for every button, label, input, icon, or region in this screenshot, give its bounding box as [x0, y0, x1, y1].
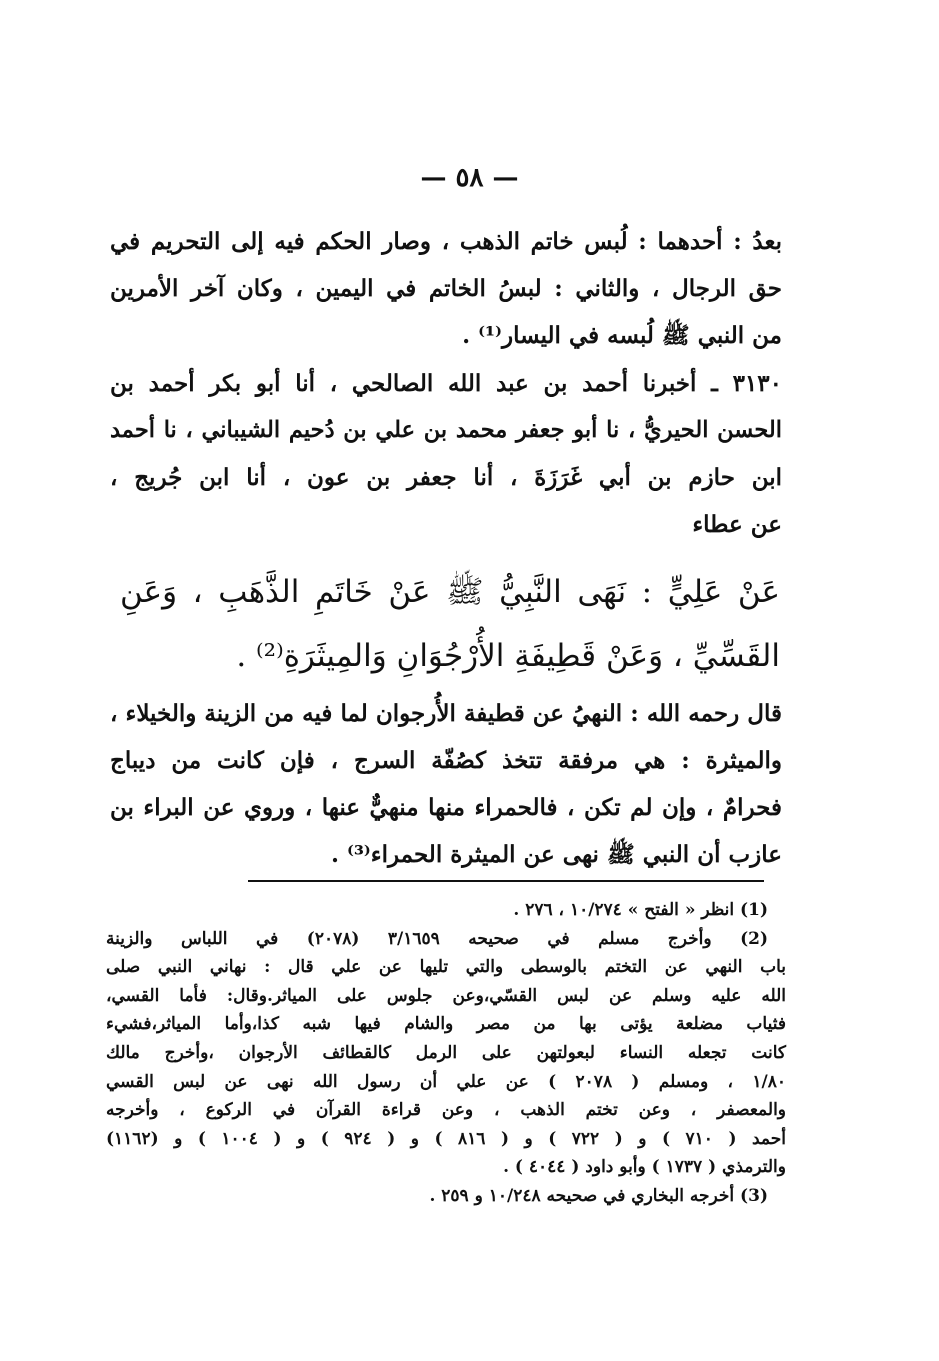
text-line: فحرامٌ ، وإن لم تكن ، فالحمراء منها منهيٌّ عنها ، وروي عن البراء بن — [110, 794, 782, 821]
footnote-line: أحمد ( ٧١٠ ) و ( ٧٢٢ ) و ( ٨١٦ ) و ( ٩٢٤ ) و ( ١٠٠٤ ) و (١١٦٢) — [106, 1128, 786, 1149]
text-line: عَنْ عَلِيٍّ : نَهَى النَّبِيُّ ﷺ عَنْ خَاتَمِ الذَّهَبِ ، وَعَنِ — [120, 574, 780, 610]
page-number: — ٥٨ — — [420, 163, 519, 193]
footnote-1: (1) انظر « الفتح » ١٠/٢٧٤ ، ٢٧٦ . — [513, 900, 768, 920]
text-line: القَسِّيِّ ، وَعَنْ قَطِيفَةِ الأُرْجُوَانِ وَالمِيثَرَةِ⁽²⁾ . — [236, 638, 780, 674]
footnote-line: والمعصفر ، وعن تختم الذهب ، وعن قراءة القرآن في الركوع ، وأخرجه — [106, 1100, 786, 1121]
text-line: قال رحمه الله : النهيُ عن قطيفة الأُرجوان لما فيه من الزينة والخيلاء ، — [110, 700, 782, 727]
isnad-paragraph — [110, 360, 782, 548]
text-line: ٣١٣٠ ـ أخبرنا أحمد بن عبد الله الصالحي ، أنا أبو بكر أحمد بن — [110, 370, 782, 397]
text-line: ابن حازم بن أبي غَرَزَةَ ، أنا جعفر بن عون ، أنا ابن جُريج ، — [110, 464, 782, 491]
commentary-paragraph — [110, 690, 782, 878]
paragraph-top — [110, 218, 782, 359]
text-line: حق الرجال ، والثاني : لبسُ الخاتم في اليمين ، وكان آخر الأمرين — [110, 275, 782, 302]
footnote-line: كانت تجعله النساء لبعولتهن على الرمل كالقطائف الأرجوان ،وأخرج مالك — [106, 1042, 786, 1063]
text-line: من النبي ﷺ لُبسه في اليسار⁽¹⁾ . — [462, 322, 782, 349]
text-line: بعدُ : أحدهما : لُبس خاتم الذهب ، وصار الحكم فيه إلى التحريم في — [110, 228, 782, 255]
footnotes — [106, 896, 786, 1211]
footnote-2: (2) وأخرج مسلم في صحيحه ٣/١٦٥٩ (٢٠٧٨) في اللباس والزينة — [106, 928, 769, 949]
footnote-line: الله عليه وسلم عن لبس القسّي،وعن جلوس على المياثر.وقال: فأما القسي، — [106, 985, 786, 1006]
text-line: عازب أن النبي ﷺ نهى عن الميثرة الحمراء⁽³⁾ . — [330, 841, 782, 868]
text-line: والميثرة : هي مرفقة تتخذ كصُفّة السرج ، فإن كانت من ديباج — [110, 747, 782, 774]
footnote-line: ١/٨٠ ، ومسلم ( ٢٠٧٨ ) عن علي أن رسول الله نهى عن لبس القسي — [106, 1071, 786, 1092]
footnote-line: والترمذي ( ١٧٣٧ ) وأبو داود ( ٤٠٤٤ ) . — [503, 1157, 786, 1178]
text-line: عن عطاء — [692, 511, 782, 538]
footnote-divider — [248, 880, 764, 882]
hadith-text — [120, 560, 780, 688]
footnote-line: فثياب مضلعة يؤتى بها من مصر والشام فيها شبه كذا،وأما المياثر،فشيء — [106, 1014, 786, 1035]
footnote-line: باب النهي عن التختم بالوسطى والتي تليها عن علي قال : نهاني النبي صلى — [106, 957, 786, 978]
footnote-3: (3) أخرجه البخاري في صحيحه ١٠/٢٤٨ و ٢٥٩ . — [429, 1185, 768, 1206]
text-line: الحسن الحيريُّ ، نا أبو جعفر محمد بن علي بن دُحيم الشيباني ، نا أحمد — [110, 417, 782, 443]
